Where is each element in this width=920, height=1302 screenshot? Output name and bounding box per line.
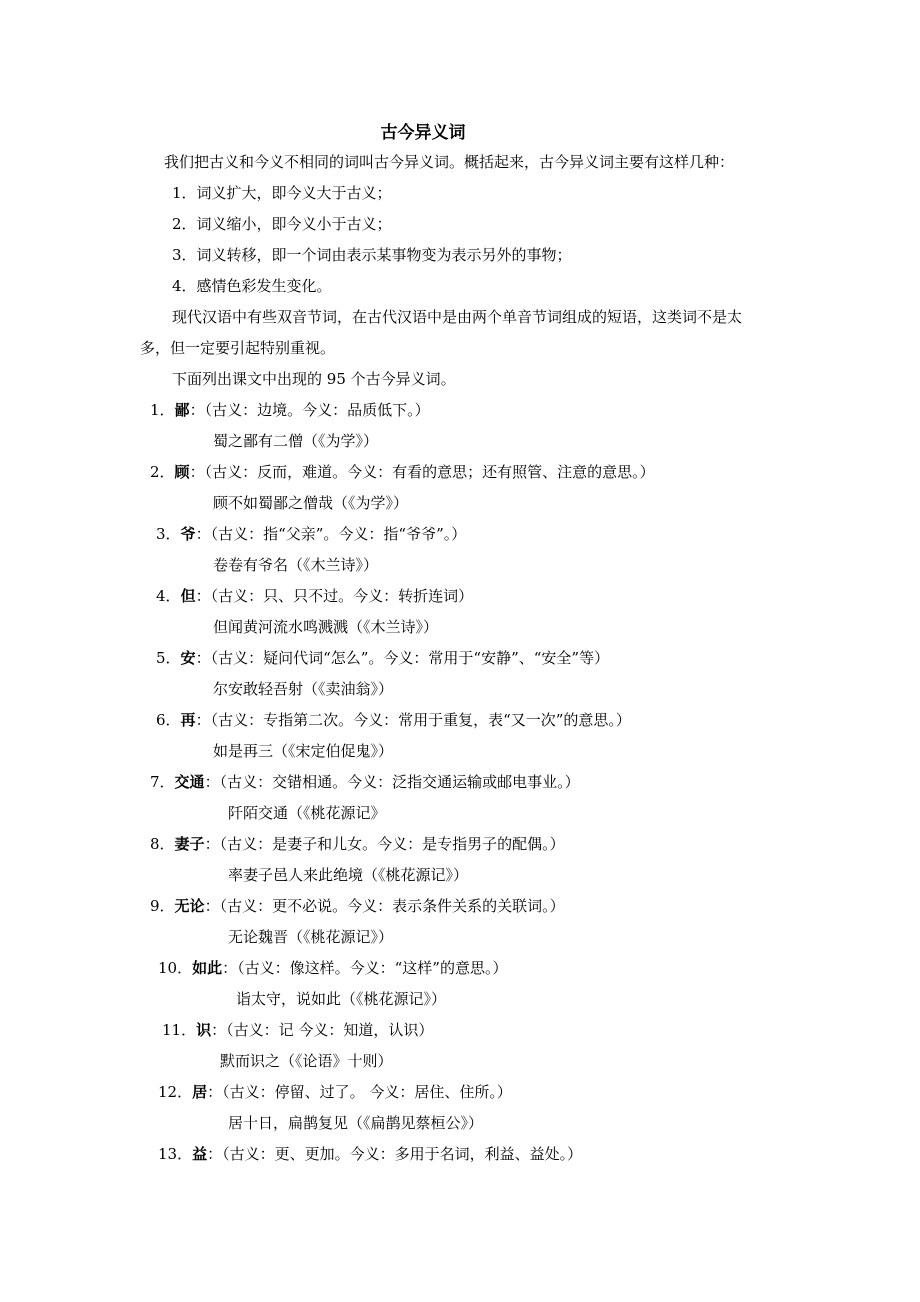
entry-definition: ：（古义：指“父亲”。今义：指“爷爷”。）: [195, 525, 467, 543]
entry-number: 11．: [162, 1021, 197, 1039]
entry-example: 默而识之（《论语》十则）: [220, 1052, 393, 1070]
type-item: 2．词义缩小，即今义小于古义；: [172, 215, 392, 233]
entry-line: [158, 958, 507, 978]
entry-term: 如此: [192, 959, 223, 977]
entry-number: 4．: [156, 587, 181, 605]
entry-definition: ：（古义：停留、过了。 今义：居住、住所。）: [207, 1083, 512, 1101]
entry-definition: ：（古义：专指第二次。今义：常用于重复，表“又一次”的意思。）: [195, 711, 631, 729]
entry-definition: ：（古义：像这样。今义：“这样”的意思。）: [222, 959, 508, 977]
entry-number: 13．: [158, 1145, 193, 1163]
entry-term: 妻子: [174, 835, 205, 853]
entry-definition: ：（古义：疑问代词“怎么”。今义：常用于“安静”、“安全”等）: [195, 649, 610, 667]
entry-definition: ：（古义：是妻子和儿女。今义：是专指男子的配偶。）: [204, 835, 565, 853]
entry-example: 居十日，扁鹊复见（《扁鹊见蔡桓公》）: [228, 1114, 484, 1132]
entry-number: 6．: [156, 711, 181, 729]
entry-definition: ：（古义：记 今义：知道，认识）: [211, 1021, 434, 1039]
entry-term: 交通: [174, 773, 205, 791]
entry-line: [156, 586, 473, 606]
entry-example: 蜀之鄙有二僧（《为学》）: [213, 432, 379, 450]
note-paragraph-line1: 现代汉语中有些双音节词，在古代汉语中是由两个单音节词组成的短语，这类词不是太: [172, 308, 743, 326]
entry-example: 尔安敢轻吾射（《卖油翁》）: [213, 680, 394, 698]
entry-example: 卷卷有爷名（《木兰诗》）: [213, 556, 379, 574]
page-title: 古今异义词: [380, 123, 466, 143]
type-item: 1．词义扩大，即今义大于古义；: [172, 184, 392, 202]
entry-term: 鄙: [174, 401, 190, 419]
entry-definition: ：（古义：反而，难道。今义：有看的意思；还有照管、注意的意思。）: [189, 463, 655, 481]
entry-line: [150, 896, 565, 916]
entry-term: 益: [192, 1145, 208, 1163]
entry-number: 5．: [156, 649, 181, 667]
entry-number: 1．: [150, 401, 175, 419]
entry-example: 顾不如蜀鄙之僧哉（《为学》）: [213, 494, 409, 512]
entry-line: [158, 1082, 512, 1102]
entry-number: 12．: [158, 1083, 193, 1101]
entry-term: 安: [180, 649, 196, 667]
entry-line: [150, 834, 565, 854]
entry-number: 10．: [158, 959, 193, 977]
entry-line: [156, 648, 609, 668]
entry-line: [158, 1144, 582, 1164]
entry-line: [156, 710, 631, 730]
entry-number: 7．: [150, 773, 175, 791]
type-item: 4．感情色彩发生变化。: [172, 277, 332, 295]
entry-example: 诣太守，说如此（《桃花源记》）: [236, 990, 447, 1008]
entry-example: 无论魏晋（《桃花源记》）: [228, 928, 394, 946]
entry-definition: ：（古义：只、只不过。今义：转折连词）: [195, 587, 474, 605]
entry-definition: ：（古义：交错相通。今义：泛指交通运输或邮电事业。）: [204, 773, 580, 791]
entry-term: 再: [180, 711, 196, 729]
entry-example: 如是再三（《宋定伯促鬼》）: [213, 742, 394, 760]
list-intro: 下面列出课文中出现的 95 个古今异义词。: [172, 370, 456, 388]
note-paragraph-line2: 多，但一定要引起特别重视。: [140, 339, 336, 357]
entry-line: [150, 772, 580, 792]
entry-term: 识: [196, 1021, 212, 1039]
entry-example: 率妻子邑人来此绝境（《桃花源记》）: [228, 866, 469, 884]
entry-line: [156, 524, 466, 544]
entry-definition: ：（古义：更不必说。今义：表示条件关系的关联词。）: [204, 897, 565, 915]
intro-paragraph: 我们把古义和今义不相同的词叫古今异义词。概括起来，古今异义词主要有这样几种：: [164, 153, 735, 171]
entry-number: 3．: [156, 525, 181, 543]
entry-definition: ：（古义：更、更加。今义：多用于名词，利益、益处。）: [207, 1145, 583, 1163]
entry-example: 阡陌交通（《桃花源记》: [228, 804, 386, 822]
entry-line: [162, 1020, 433, 1040]
entry-term: 无论: [174, 897, 205, 915]
entry-term: 居: [192, 1083, 208, 1101]
entry-term: 顾: [174, 463, 190, 481]
entry-definition: ：（古义：边境。今义：品质低下。）: [189, 401, 430, 419]
entry-example: 但闻黄河流水鸣溅溅（《木兰诗》）: [213, 618, 439, 636]
entry-number: 9．: [150, 897, 175, 915]
entry-line: [150, 400, 430, 420]
entry-term: 但: [180, 587, 196, 605]
entry-number: 8．: [150, 835, 175, 853]
type-item: 3．词义转移，即一个词由表示某事物变为表示另外的事物；: [172, 246, 572, 264]
entry-term: 爷: [180, 525, 196, 543]
entry-line: [150, 462, 655, 482]
entry-number: 2．: [150, 463, 175, 481]
